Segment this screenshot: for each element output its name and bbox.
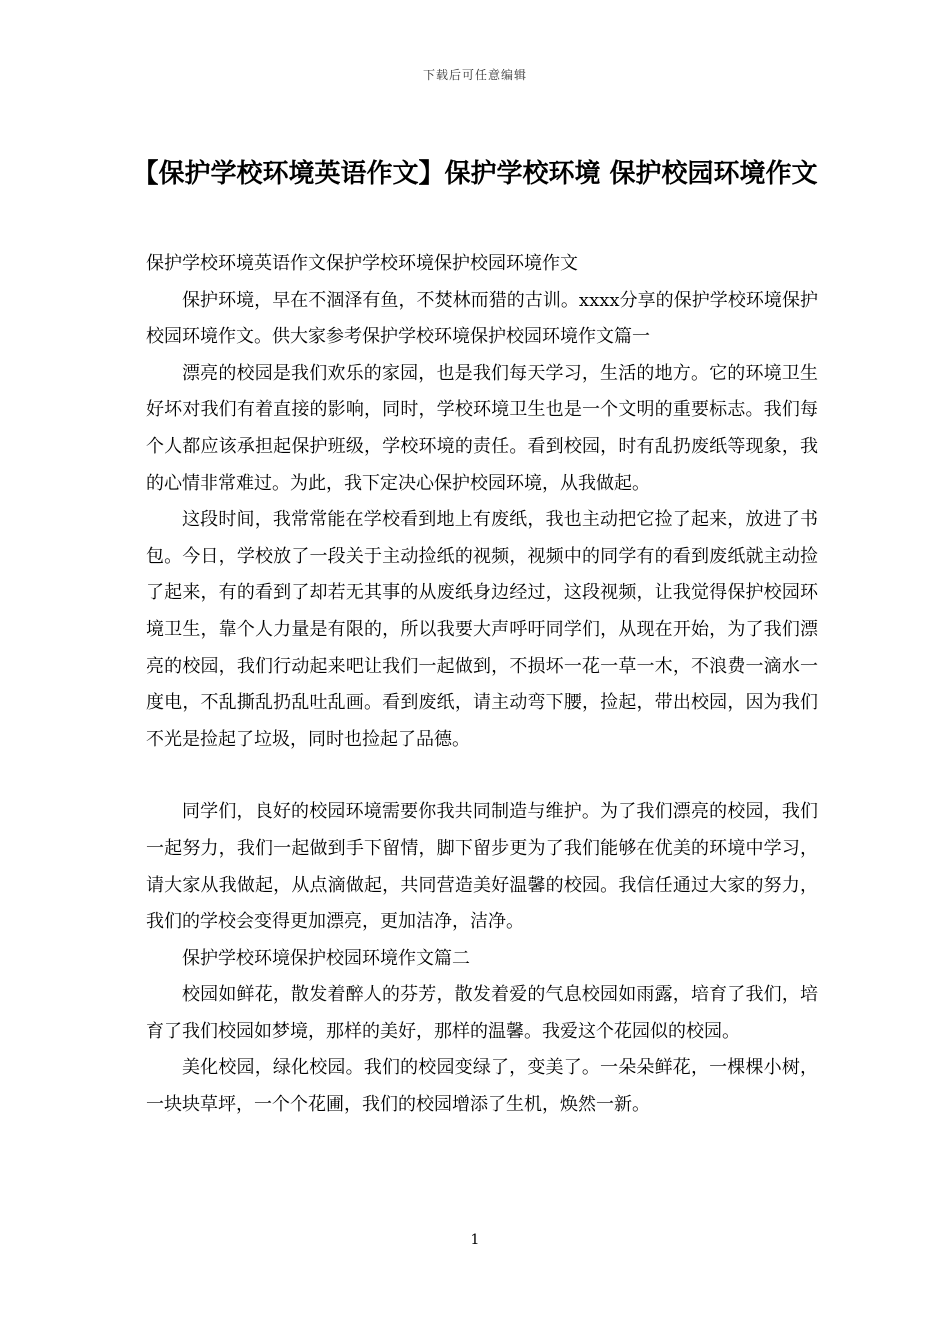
document-subtitle: 保护学校环境英语作文保护学校环境保护校园环境作文 [146, 253, 578, 274]
document-title: 【保护学校环境英语作文】保护学校环境 保护校园环境作文 [132, 159, 818, 189]
document-body [146, 246, 818, 1124]
page-number: 1 [470, 1232, 480, 1248]
paragraph: 漂亮的校园是我们欢乐的家园，也是我们每天学习，生活的地方。它的环境卫生好坏对我们有着直接的影响，同时，学校环境卫生也是一个文明的重要标志。我们每个人都应该承担起保护班级，学校环境的责任。看到校园，时有乱扔废纸等现象，我的心情非常难过。为此，我下定决心保护校园环境，从我做起。 [146, 362, 818, 494]
paragraph: 这段时间，我常常能在学校看到地上有废纸，我也主动把它捡了起来，放进了书包。今日，学校放了一段关于主动捡纸的视频，视频中的同学有的看到废纸就主动捡了起来，有的看到了却若无其事的从废纸身边经过，这段视频，让我觉得保护校园环境卫生，靠个人力量是有限的，所以我要大声呼吁同学们，从现在开始，为了我们漂亮的校园，我们行动起来吧让我们一起做到，不损坏一花一草一木，不浪费一滴水一度电，不乱撕乱扔乱吐乱画。看到废纸，请主动弯下腰，捡起，带出校园，因为我们不光是捡起了垃圾，同时也捡起了品德。 [146, 509, 818, 750]
paragraph: 美化校园，绿化校园。我们的校园变绿了，变美了。一朵朵鲜花，一棵棵小树，一块块草坪，一个个花圃，我们的校园增添了生机，焕然一新。 [146, 1057, 818, 1116]
header-note: 下载后可任意编辑 [422, 68, 527, 82]
paragraph: 同学们，良好的校园环境需要你我共同制造与维护。为了我们漂亮的校园，我们一起努力，我们一起做到手下留情，脚下留步更为了我们能够在优美的环境中学习，请大家从我做起，从点滴做起，共同营造美好温馨的校园。我信任通过大家的努力，我们的学校会变得更加漂亮，更加洁净，洁净。 [146, 801, 818, 933]
section-heading: 保护学校环境保护校园环境作文篇二 [182, 947, 470, 969]
paragraph: 保护环境，早在不涸泽有鱼，不焚林而猎的古训。xxxx分享的保护学校环境保护校园环境作文。供大家参考保护学校环境保护校园环境作文篇一 [146, 289, 818, 348]
paragraph: 校园如鲜花，散发着醉人的芬芳，散发着爱的气息校园如雨露，培育了我们，培育了我们校园如梦境，那样的美好，那样的温馨。我爱这个花园似的校园。 [146, 984, 818, 1042]
